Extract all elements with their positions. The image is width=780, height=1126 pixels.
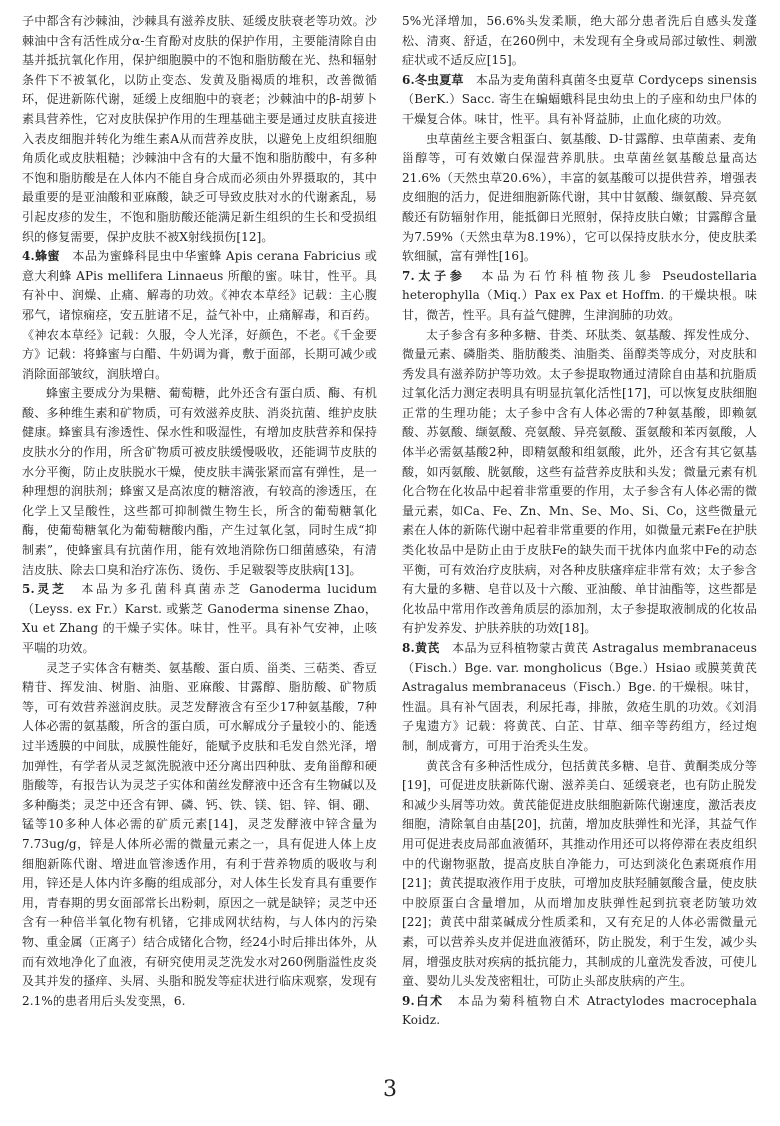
section-heading-paragraph — [402, 71, 757, 130]
paragraph-text: 蜂蜜主要成分为果糖、葡萄糖，此外还含有蛋白质、酶、有机酸、多种维生素和矿物质，可有效滋养皮肤、消炎抗菌、维护皮肤健康。蜂蜜具有渗透性、保水性和吸湿性，有增加皮肤营养和保持皮肤水分的作用，所含矿物质可被皮肤缓慢吸收，还能调节皮肤的水分平衡，防止皮肤脱水干燥，使皮肤丰满张紧而富有弹性，是一种理想的润肤剂；蜂蜜又是高浓度的糖溶液，有较高的渗透压，在化学上又呈酸性，这些都可抑制微生物生长，所含的葡萄糖氧化酶，使葡萄糖氧化为葡萄糖酸内酯，产生过氧化氢，同时生成“抑制素”，使蜂蜜具有抗菌作用，能有效地消除伤口细菌感染，有清洁皮肤、除去口臭和治疗冻伤、烫伤、手足皲裂等皮肤病[13]。 — [22, 386, 377, 577]
right-column — [402, 12, 757, 1031]
section-number: 8.黄芪 — [402, 641, 440, 655]
paragraph-text: 太子参含有多种多糖、苷类、环肽类、氨基酸、挥发性成分、微量元素、磷脂类、脂肪酸类、油脂类、甾醇类等成分，对皮肤和秀发具有滋养防护等功效。太子参提取物通过清除自由基和抗脂质过氧化活力测定表明具有明显抗氧化活性[17]，可以恢复皮肤细胞正常的生理功能；太子参中含有人体必需的7种氨基酸，即赖氨酸、苏氨酸、缬氨酸、亮氨酸、异亮氨酸、蛋氨酸和苯丙氨酸，人体半必需氨基酸2种，即精氨酸和组氨酸，此外，还含有其它氨基酸，如丙氨酸、胱氨酸，这些有益营养皮肤和头发；微量元素有机化合物在化妆品中起着非常重要的作用，太子参含有人体必需的微量元素，如Ca、Fe、Zn、Mn、Se、Mo、Si、Co，这些微量元素在人体的新陈代谢中起着非常重要的作用，如微量元素Fe在护肤类化妆品中是防止由于皮肤Fe的缺失而干扰体内血浆中Fe的动态平衡，可有效治疗皮肤病，对各种皮肤瘙痒症非常有效；太子参含有大量的多糖、皂苷以及十六酸、亚油酸、单甘油酯等，这些都是化妆品中常用作改善角质层的添加剂，太子参提取液制成的化妆品有护发养发、护肤养肤的功效[18]。 — [402, 327, 757, 636]
paragraph-continued — [402, 12, 757, 71]
section-heading-paragraph — [402, 267, 757, 326]
paragraph — [402, 757, 757, 992]
paragraph — [402, 326, 757, 640]
section-number: 5.灵芝 — [22, 582, 67, 597]
section-heading-paragraph — [402, 639, 757, 757]
section-heading-paragraph — [22, 580, 377, 658]
paragraph-text: 本品为蜜蜂科昆虫中华蜜蜂 Apis cerana Fabricius 或意大利蜂 APis mellifera Linnaeus 所酿的蜜。味甘，性平。具有补中、润燥、止痛、解毒的功效。《神农本草经》记载：主心腹邪气，诸惊痫痉，安五脏诸不足，益气补中，止痛解毒，和百药。《神农本草经》记载：久服，令人光泽，好颜色，不老。《千金要方》记载：将蜂蜜与白醋、牛奶调为膏，敷于面部，长期可减少或消除面部皱纹，润肤增白。 — [22, 249, 377, 381]
page-number: 3 — [383, 1077, 397, 1102]
paragraph-text: 子中都含有沙棘油，沙棘具有滋养皮肤、延缓皮肤衰老等功效。沙棘油中含有活性成分α-生育酚对皮肤的保护作用，主要能清除自由基并抵抗氧化作用，保护细胞膜中的不饱和脂肪酸在光、热和辐射条件下不被氧化，以防止变态、发黄及脂褐质的堆积，改善微循环，促进新陈代谢，延缓上皮细胞中的衰老；沙棘油中的β-胡萝卜素具营养性，它对皮肤保护作用的生理基础主要是通过皮肤直接进入表皮细胞并转化为维生素A从而营养皮肤，以避免上皮组织细胞角质化或皮肤粗糙；沙棘油中含有的大量不饱和脂肪酸中，有多种不饱和脂肪酸是在人体内不能自身合成而必须由外界摄取的，其中最重要的是亚油酸和亚麻酸，缺乏可导致皮肤对水的代谢紊乱，易引起皮疹的发生，不饱和脂肪酸还能满足新生组织的生长和受损组织的修复需要，保护皮肤不被X射线损伤[12]。 — [22, 14, 377, 244]
section-number: 6.冬虫夏草 — [402, 72, 464, 87]
paragraph — [402, 130, 757, 267]
paragraph-continued — [22, 12, 377, 247]
paragraph-text: 灵芝子实体含有糖类、氨基酸、蛋白质、甾类、三萜类、香豆精苷、挥发油、树脂、油脂、亚麻酸、甘露醇、脂肪酸、矿物质等，可有效营养滋润皮肤。灵芝发酵液含有至少17种氨基酸，7种人体必需的氨基酸，所含的蛋白质，可水解成分子量较小的、能透过半透膜的中间肽，成膜性能好，能赋予皮肤和毛发自然光泽，增加弹性，有学者从灵芝氮洗脱液中还分离出四种肽、麦角甾醇和硬脂酸等，有报告认为灵芝子实体和菌丝发酵液中还含有生物碱以及多种酶类；灵芝中还含有钾、磷、钙、铁、镁、铝、锌、铜、硼、锰等10多种人体必需的矿质元素[14]，灵芝发酵液中锌含量为7.73ug/g，锌是人体所必需的微量元素之一，具有促进人体上皮细胞新陈代谢、增进血管渗透作用，有利于营养物质的吸收与利用，锌还是人体内许多酶的组成部分，对人体生长发育具有重要作用，青春期的男女面部常长出粉刺，原因之一就是缺锌；灵芝中还含有一种倍半氧化物有机锗，它排成网状结构，与人体内的污染物、重金属（正离子）结合成锗化合物，经24小时后排出体外，从而有效地净化了血液，有研究使用灵芝洗发水对260例脂溢性皮炎及其并发的搔痒、头屑、头脂和脱发等症状进行临床观察，发现有2.1%的患者用后头发变黑，6. — [22, 660, 377, 1008]
left-column — [22, 12, 377, 1011]
section-number: 9.白术 — [402, 993, 444, 1008]
paragraph-text: 黄芪含有多种活性成分，包括黄芪多糖、皂苷、黄酮类成分等[19]，可促进皮肤新陈代谢、滋养美白、延缓衰老，也有防止脱发和减少头屑等功效。黄芪能促进皮肤细胞新陈代谢速度，激活表皮细胞，清除氧自由基[20]，抗菌，增加皮肤弹性和光泽，其益气作用可促进表皮局部血液循环，其推动作用还可以将停滞在表皮组织中的代谢物驱散，提高皮肤自净能力，可达到淡化色素斑痕作用[21]；黄芪提取液作用于皮肤，可增加皮肤羟脯氨酸含量，使皮肤中胶原蛋白含量增加，从而增加皮肤弹性起到抗衰老防皱功效[22]；黄芪中甜菜碱成分性质柔和，又有充足的人体必需微量元素，可以营养头皮并促进血液循环，防止脱发，利于生发，减少头屑，增强皮肤对疾病的抵抗能力，其制成的儿童洗发香波，可使儿童、婴幼儿头发茂密粗壮，可防止头部皮肤病的产生。 — [402, 758, 757, 989]
paragraph-text: 本品为石竹科植物孩儿参 Pseudostellaria heterophylla（Miq.）Pax ex Pax et Hoffm. 的干燥块根。味甘，微苦，性平。具有益气健脾，生津润肺的功效。 — [402, 268, 757, 322]
paragraph — [22, 659, 377, 1012]
paragraph-text: 本品为豆科植物蒙古黄芪 Astragalus membranaceus（Fisch.）Bge. var. mongholicus（Bge.）Hsiao 或膜荚黄芪 Astragalus membranaceus（Fisch.）Bge. 的干燥根。味甘，性温。具有补气固表，利尿托毒，排脓，敛疮生肌的功效。《刘涓子鬼遗方》记载：将黄芪、白芷、甘草、细辛等药组方，经过炮制，制成膏方，可用于治秃头生发。 — [402, 641, 757, 753]
paragraph — [22, 384, 377, 580]
section-number: 4.蜂蜜 — [22, 249, 60, 264]
section-number: 7.太子参 — [402, 268, 466, 283]
section-heading-paragraph — [22, 247, 377, 384]
paragraph-text: 虫草菌丝主要含粗蛋白、氨基酸、D-甘露醇、虫草菌素、麦角甾醇等，可有效嫩白保湿营养肌肤。虫草菌丝氨基酸总量高达21.6%（天然虫草20.6%），丰富的氨基酸可以提供营养，增强表皮细胞的活力，促进细胞新陈代谢，其中甘氨酸、缬氨酸、异亮氨酸还有防辐射作用，能抵御日光照射，保持皮肤白嫩；甘露醇含量为7.59%（天然虫草为8.19%），它可以保持皮肤水分，使皮肤柔软细腻，富有弹性[16]。 — [402, 131, 757, 264]
paragraph-text: 本品为麦角菌科真菌冬虫夏草 Cordyceps sinensis（BerK.）Sacc. 寄生在蝙蝠蛾科昆虫幼虫上的子座和幼虫尸体的干燥复合体。味甘，性平。具有补肾益肺，止血化痰的功效。 — [402, 72, 757, 126]
paragraph-text: 本品为菊科植物白术 Atractylodes macrocephala Koidz. — [402, 993, 757, 1028]
paragraph-text: 本品为多孔菌科真菌赤芝 Ganoderma lucidum（Leyss. ex Fr.）Karst. 或紫芝 Ganoderma sinense Zhao，Xu et Zhang 的干燥子实体。味甘，性平。具有补气安神，止咳平喘的功效。 — [22, 582, 377, 655]
section-heading-paragraph — [402, 992, 757, 1031]
paragraph-text: 5%光泽增加，56.6%头发柔顺，绝大部分患者洗后自感头发蓬松、清爽、舒适，在260例中，未发现有全身或局部过敏性、刺激症状或不适反应[15]。 — [402, 14, 757, 68]
